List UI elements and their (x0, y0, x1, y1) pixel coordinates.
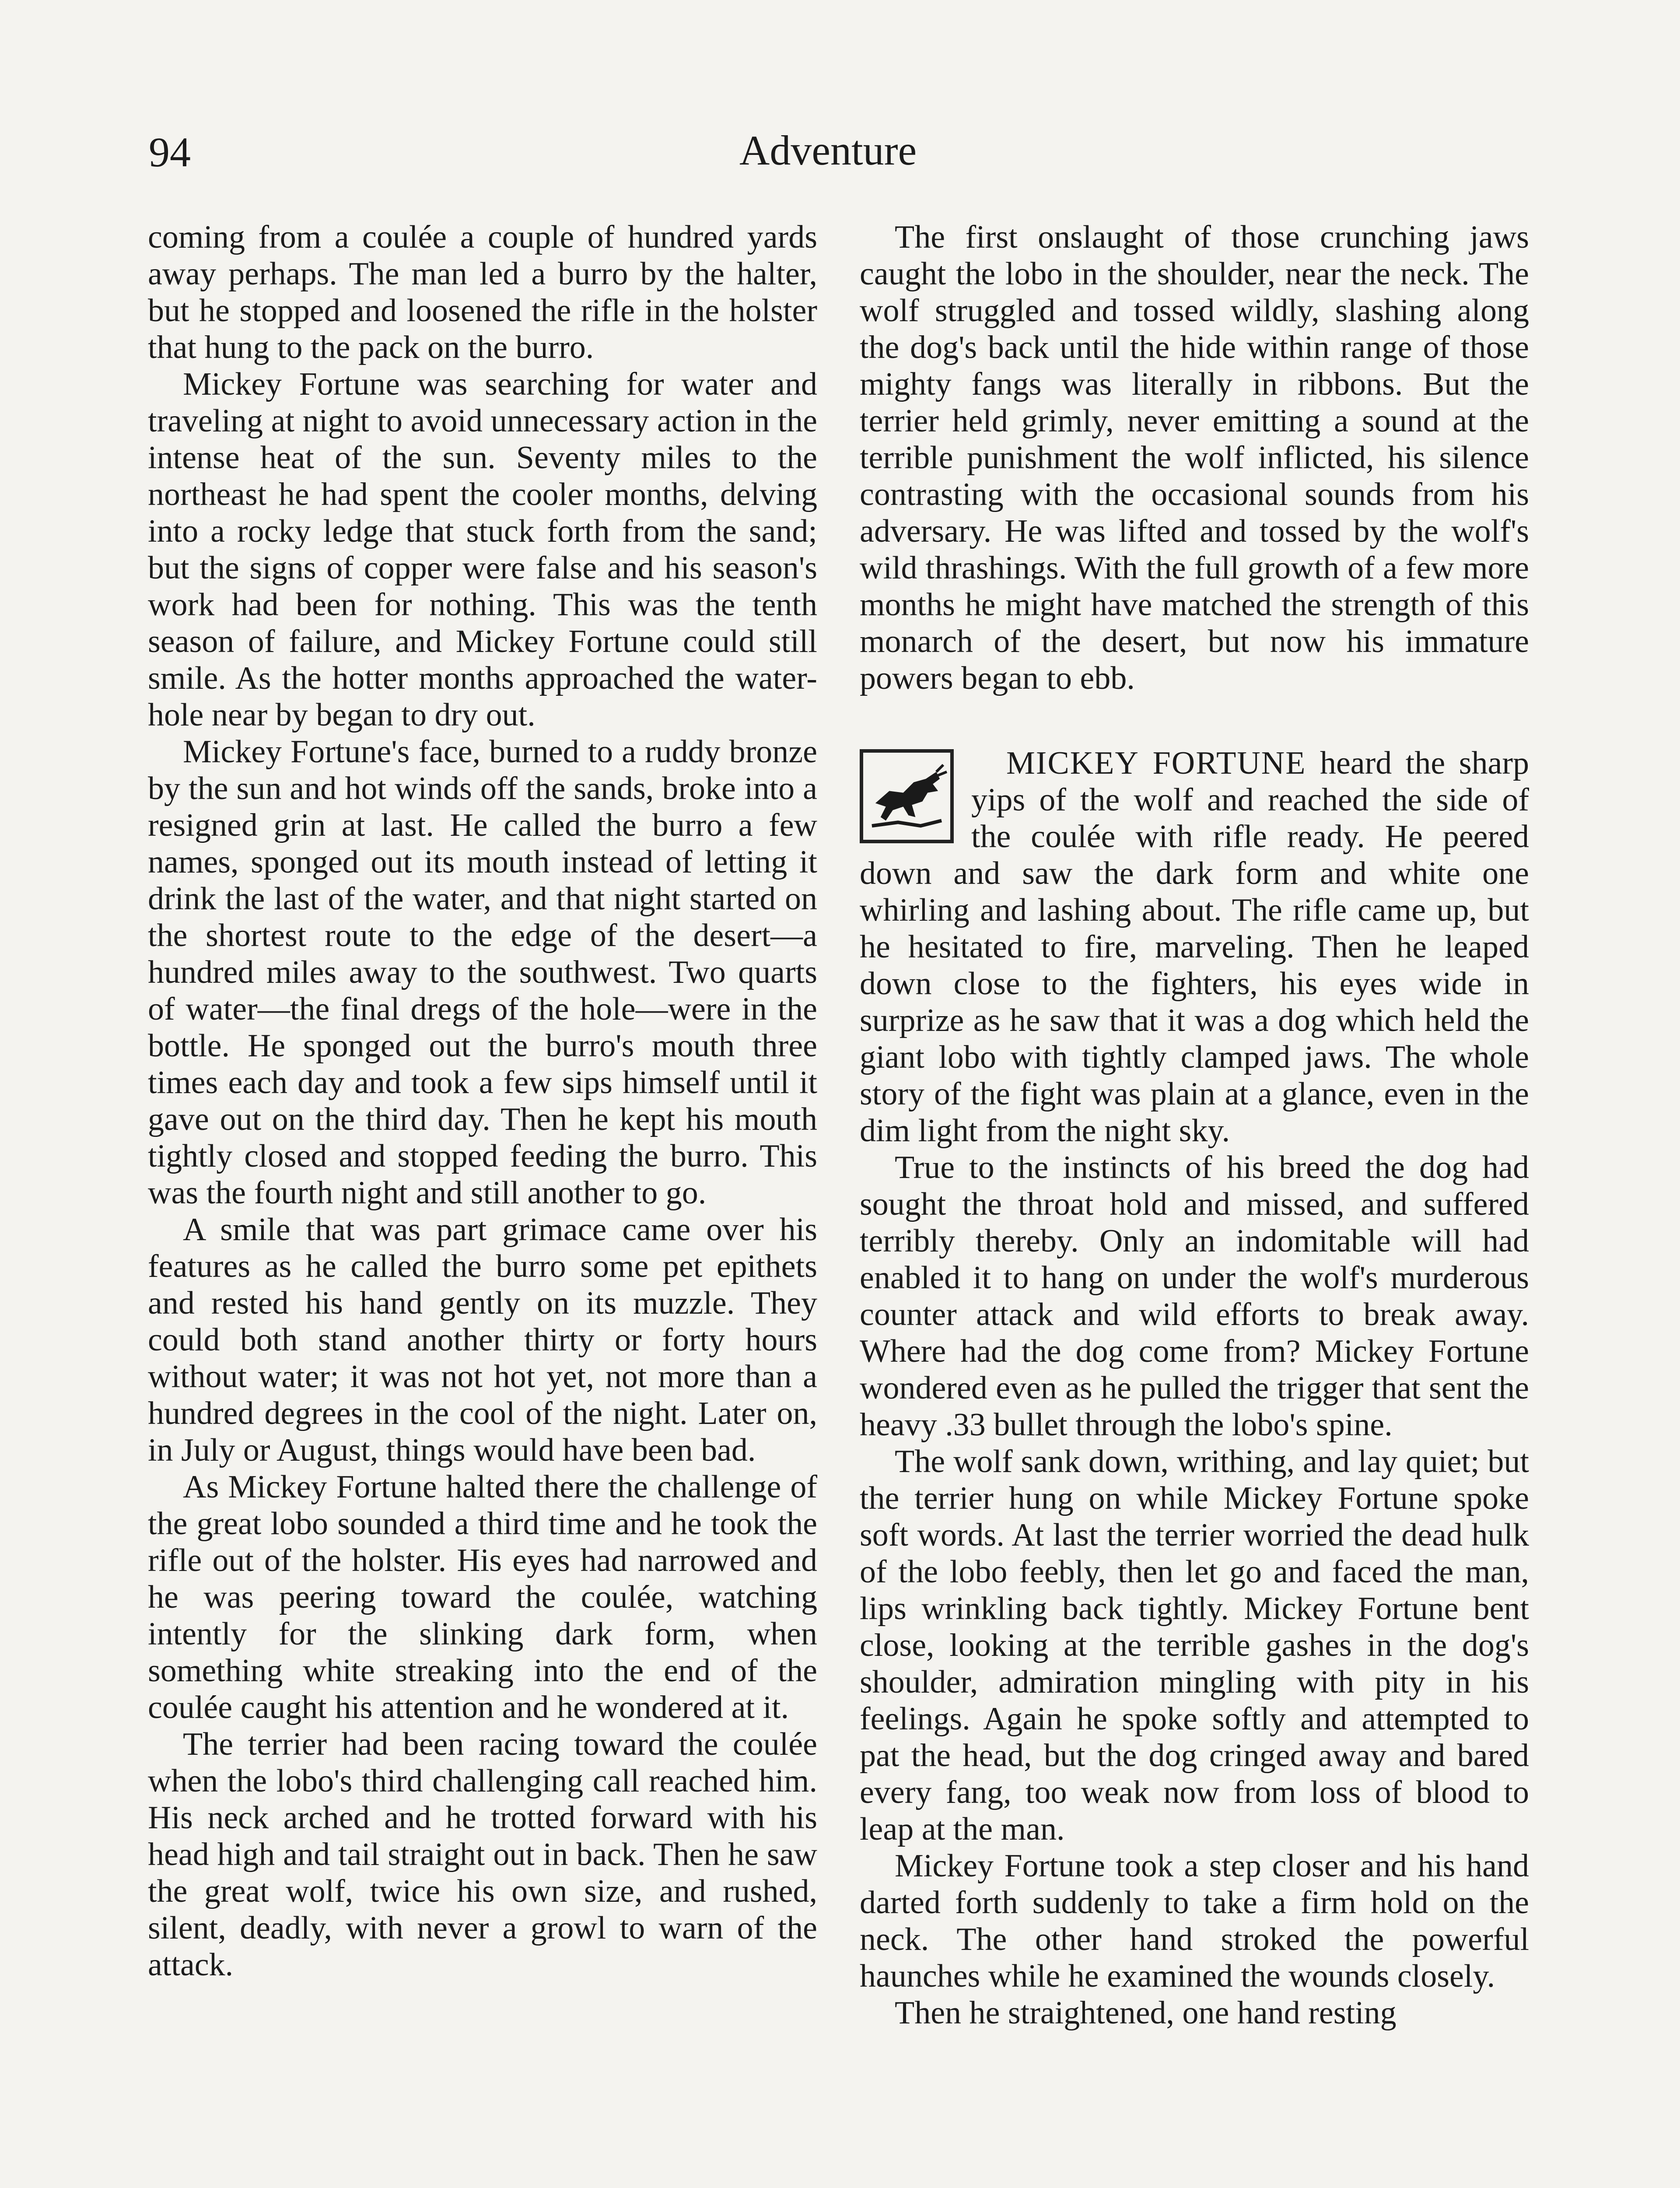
paragraph: Mickey Fortune took a step closer and his hand darted forth suddenly to take a firm hold on the neck. The other hand stroked the powerful haunches while he examined the wounds closely. (860, 1848, 1529, 1994)
paragraph: True to the instincts of his breed the dog had sought the throat hold and missed, and suffered terribly thereby. Only an indomitable will had enabled it to hang on under the wolf's murderous counter attack and wild efforts to break away. Where had the dog come from? Mickey Fortune wondered even as he pulled the trigger that sent the heavy .33 bullet through the lobo's spine. (860, 1150, 1529, 1443)
paragraph: As Mickey Fortune halted there the challenge of the great lobo sounded a third time and he took the rifle out of the holster. His eyes had narrowed and he was peering toward the coulée, watching intently for the slinking dark form, when something white streaking into the end of the coulée caught his attention and he wondered at it. (148, 1469, 817, 1725)
page-number: 94 (149, 129, 191, 175)
section-lead-in: MICKEY FORTUNE (1006, 745, 1306, 781)
paragraph: The wolf sank down, writhing, and lay quiet; but the terrier hung on while Mickey Fortune spoke soft words. At last the terrier worried the dead hulk of the lobo feebly, then let go and faced the man, lips wrinkling back tightly. Mickey Fortune bent close, looking at the terrible gashes in the dog's shoulder, admiration mingling with pity in his feelings. Again he spoke softly and attempted to pat the head, but the dog cringed away and bared every fang, too weak now from loss of blood to leap at the man. (860, 1444, 1529, 1847)
paragraph: A smile that was part grimace came over his features as he called the burro some pet epithets and rested his hand gently on its muzzle. They could both stand another thirty or forty hours without water; it was not hot yet, not more than a hundred degrees in the cool of the night. Later on, in July or August, things would have been bad. (148, 1212, 817, 1468)
paragraph: Then he straightened, one hand resting (895, 1995, 1396, 2031)
paragraph: Mickey Fortune's face, burned to a ruddy bronze by the sun and hot winds off the sands, broke into a resigned grin at last. He called the burro a few names, sponged out its mouth instead of letting it drink the last of the water, and that night started on the shortest route to the edge of the desert—a hundred miles away to the southwest. Two quarts of water—the final dregs of the hole—were in the bottle. He sponged out the burro's mouth three times each day and took a few sips himself until it gave out on the third day. Then he kept his mouth tightly closed and stopped feeding the burro. This was the fourth night and still another to go. (148, 734, 817, 1211)
right-column (860, 219, 1529, 2031)
running-dog-woodcut-icon (860, 749, 954, 843)
paragraph: The terrier had been racing toward the coulée when the lobo's third challenging call reached him. His neck arched and he trotted forward with his head high and tail straight out in back. Then he saw the great wolf, twice his own size, and rushed, silent, deadly, with never a growl to warn of the attack. (148, 1726, 817, 1983)
left-column (148, 219, 817, 1983)
paragraph: Mickey Fortune was searching for water and traveling at night to avoid unnecessary action in the intense heat of the sun. Seventy miles to the northeast he had spent the cooler months, delving into a rocky ledge that stuck forth from the sand; but the signs of copper were false and his season's work had been for nothing. This was the tenth season of failure, and Mickey Fortune could still smile. As the hotter months approached the water-hole near by began to dry out. (148, 366, 817, 733)
section-opening-paragraph (860, 745, 1529, 1149)
running-head: Adventure (739, 127, 917, 174)
paragraph: The first onslaught of those crunching jaws caught the lobo in the shoulder, near the neck. The wolf struggled and tossed wildly, slashing along the dog's back until the hide within range of those mighty fangs was literally in ribbons. But the terrier held grimly, never emitting a sound at the terrible punishment the wolf inflicted, his silence contrasting with the occasional sounds from his adversary. He was lifted and tossed by the wolf's wild thrashings. With the full growth of a few more months he might have matched the strength of this monarch of the desert, but now his immature powers began to ebb. (860, 219, 1529, 696)
section-opening-text: heard the sharp yips of the wolf and reached the side of the coulée with rifle ready. He peered down and saw the dark form and white one whirling and lashing about. The rifle came up, but he hesitated to fire, marveling. Then he leaped down close to the fighters, his eyes wide in surprize as he saw that it was a dog which held the giant lobo with tightly clamped jaws. The whole story of the fight was plain at a glance, even in the dim light from the night sky. (860, 745, 1529, 1149)
paragraph: coming from a coulée a couple of hundred yards away perhaps. The man led a burro by the halter, but he stopped and loosened the rifle in the holster that hung to the pack on the burro. (148, 219, 817, 365)
